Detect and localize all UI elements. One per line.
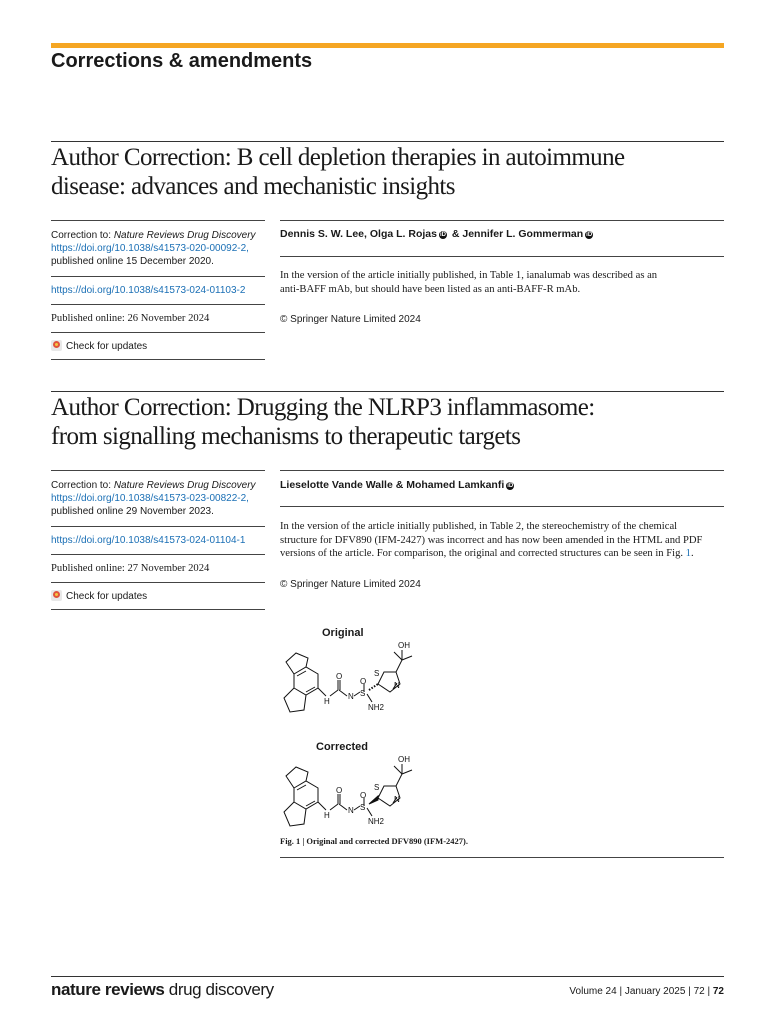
section-title: Corrections & amendments [51,50,313,72]
original-doi-link[interactable]: https://doi.org/10.1038/s41573-020-00092-2, [51,243,249,254]
correction-title: Author Correction: Drugging the NLRP3 inflammasome: from signalling mechanisms to therapeutic targets [51,394,595,450]
svg-text:H: H [324,811,330,820]
svg-text:N: N [348,806,354,815]
correction-doi-link[interactable]: https://doi.org/10.1038/s41573-024-01103-2 [51,285,246,296]
svg-text:N: N [394,681,400,690]
correction-to-block: Correction to: Nature Reviews Drug Discovery https://doi.org/10.1038/s41573-023-00822-2, published online 29 November 2023. [51,479,271,518]
structure-original [272,636,452,726]
correction-body: In the version of the article initially published, in Table 2, the stereochemistry of the chemical structure for DFV890 (IFM-2427) was incorrect and has now been amended in the HTML and PDF versions of the article. For comparison, the original and corrected structures can be seen in Fig. 1. [280,521,703,559]
divider [51,304,265,305]
divider [280,256,724,257]
check-updates-icon [51,590,62,601]
figure-label-corrected: Corrected [316,741,368,753]
svg-text:N: N [394,795,400,804]
divider [51,976,724,977]
divider [51,526,265,527]
structure-corrected [272,750,452,840]
svg-text:O: O [336,672,343,681]
divider [51,332,265,333]
orcid-icon[interactable]: iD [507,483,514,489]
figure-label-original: Original [322,627,364,639]
divider [280,220,724,221]
journal-logo: nature reviews drug discovery [51,980,274,999]
divider [51,554,265,555]
svg-text:OH: OH [398,755,410,764]
divider [280,506,724,507]
correction-to-block: Correction to: Nature Reviews Drug Discovery https://doi.org/10.1038/s41573-020-00092-2, published online 15 December 2020. [51,229,271,268]
svg-text:S: S [374,783,380,792]
correction-title: Author Correction: B cell depletion therapies in autoimmune disease: advances and mechanistic insights [51,144,625,200]
svg-text:O: O [360,677,367,686]
orcid-icon[interactable]: iD [586,232,593,238]
correction-body: In the version of the article initially published, in Table 1, ianalumab was described as an anti-BAFF mAb, but should have been listed as an anti-BAFF-R mAb. [280,270,658,295]
divider [51,582,265,583]
page-info: Volume 24 | January 2025 | 72 | 72 [569,986,724,997]
orcid-icon[interactable]: iD [439,232,446,238]
svg-text:S: S [374,669,380,678]
authors: Dennis S. W. Lee, Olga L. Rojas iD & Jennifer L. Gommerman iD [280,228,593,240]
divider [51,276,265,277]
divider [51,220,265,221]
svg-text:N: N [348,692,354,701]
divider [280,470,724,471]
check-updates-icon [51,340,62,351]
svg-text:NH2: NH2 [368,703,385,712]
figure-link[interactable]: 1 [685,548,691,559]
published-online: Published online: 26 November 2024 [51,313,210,324]
page-number: 72 [712,986,724,997]
svg-text:NH2: NH2 [368,817,385,826]
divider [51,609,265,610]
authors: Lieselotte Vande Walle & Mohamed Lamkanfi iD [280,479,514,491]
check-updates-button[interactable]: Check for updates [51,340,147,353]
accent-bar [51,43,724,48]
correction-doi-link[interactable]: https://doi.org/10.1038/s41573-024-01104-1 [51,535,246,546]
svg-text:OH: OH [398,641,410,650]
svg-text:H: H [324,697,330,706]
published-online: Published online: 27 November 2024 [51,563,210,574]
divider [280,857,724,858]
svg-text:S: S [360,689,366,698]
figure-caption: Fig. 1 | Original and corrected DFV890 (IFM-2427). [280,836,468,846]
svg-text:O: O [360,791,367,800]
divider [51,141,724,142]
divider [51,359,265,360]
original-doi-link[interactable]: https://doi.org/10.1038/s41573-023-00822-2, [51,493,249,504]
copyright: © Springer Nature Limited 2024 [280,314,421,325]
check-updates-button[interactable]: Check for updates [51,590,147,603]
svg-text:S: S [360,803,366,812]
svg-text:O: O [336,786,343,795]
divider [51,391,724,392]
divider [51,470,265,471]
copyright: © Springer Nature Limited 2024 [280,579,421,590]
